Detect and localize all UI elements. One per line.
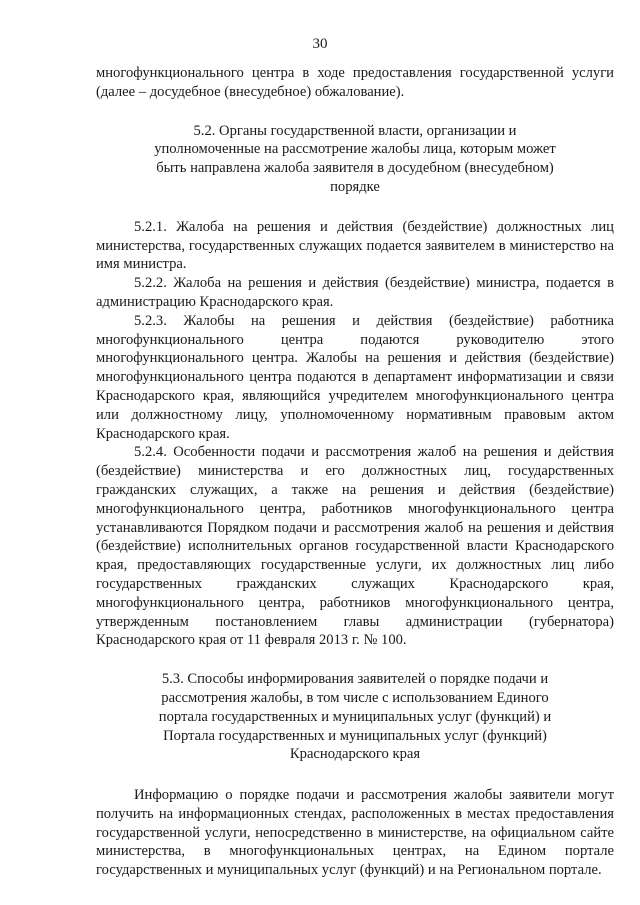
paragraph-5-3: Информацию о порядке подачи и рассмотрения жалобы заявители могут получить на информационных стендах, расположенных в местах предоставления государственной услуги, непосредственно в министерстве, на официальном сайте министерства, в многофункциональных центрах, на Едином портале государственных и муниципальных услуг (функций) и на Региональном портале. <box>96 787 614 879</box>
document-body <box>96 64 614 880</box>
page-number: 30 <box>312 36 328 52</box>
paragraph-5-2-2: 5.2.2. Жалоба на решения и действия (бездействие) министра, подается в администрацию Краснодарского края. <box>96 275 614 310</box>
section-5-3-heading: 5.3. Способы информирования заявителей о порядке подачи и рассмотрения жалобы, в том числе с использованием Единого портала государственных и муниципальных услуг (функций) и Портала государственных и муниципальных услуг (функций) Краснодарского края <box>158 671 552 763</box>
section-5-2-heading: 5.2. Органы государственной власти, организации и уполномоченные на рассмотрение жалобы лица, которым может быть направлена жалоба заявителя в досудебном (внесудебном) порядке <box>154 122 556 195</box>
paragraph-5-2-4: 5.2.4. Особенности подачи и рассмотрения жалоб на решения и действия (бездействие) министерства и его должностных лиц, государственных гражданских служащих, а также на решения и действия (бездействие) многофункционального центра, работников многофункционального центра устанавливаются Порядком подачи и рассмотрения жалоб на решения и действия (бездействие) исполнительных органов государственной власти Краснодарского края, предоставляющих государственные услуги, их должностных лиц либо государственных гражданских служащих Краснодарского края, многофункционального центра, работников многофункционального центра, утвержденным постановлением главы администрации (губернатора) Краснодарского края от 11 февраля 2013 г. № 100. <box>96 444 614 649</box>
paragraph-5-2-1: 5.2.1. Жалоба на решения и действия (бездействие) должностных лиц министерства, государственных служащих подается заявителем в министерство на имя министра. <box>96 218 614 273</box>
intro-paragraph: многофункционального центра в ходе предоставления государственной услуги (далее – досудебное (внесудебное) обжалование). <box>96 65 614 100</box>
paragraph-5-2-3: 5.2.3. Жалобы на решения и действия (бездействие) работника многофункционального центра подаются руководителю этого многофункционального центра. Жалобы на решения и действия (бездействие) многофункционального центра подаются в департамент информатизации и связи Краснодарского края, являющийся учредителем многофункционального центра или должностному лицу, уполномоченному нормативным правовым актом Краснодарского края. <box>96 312 614 442</box>
